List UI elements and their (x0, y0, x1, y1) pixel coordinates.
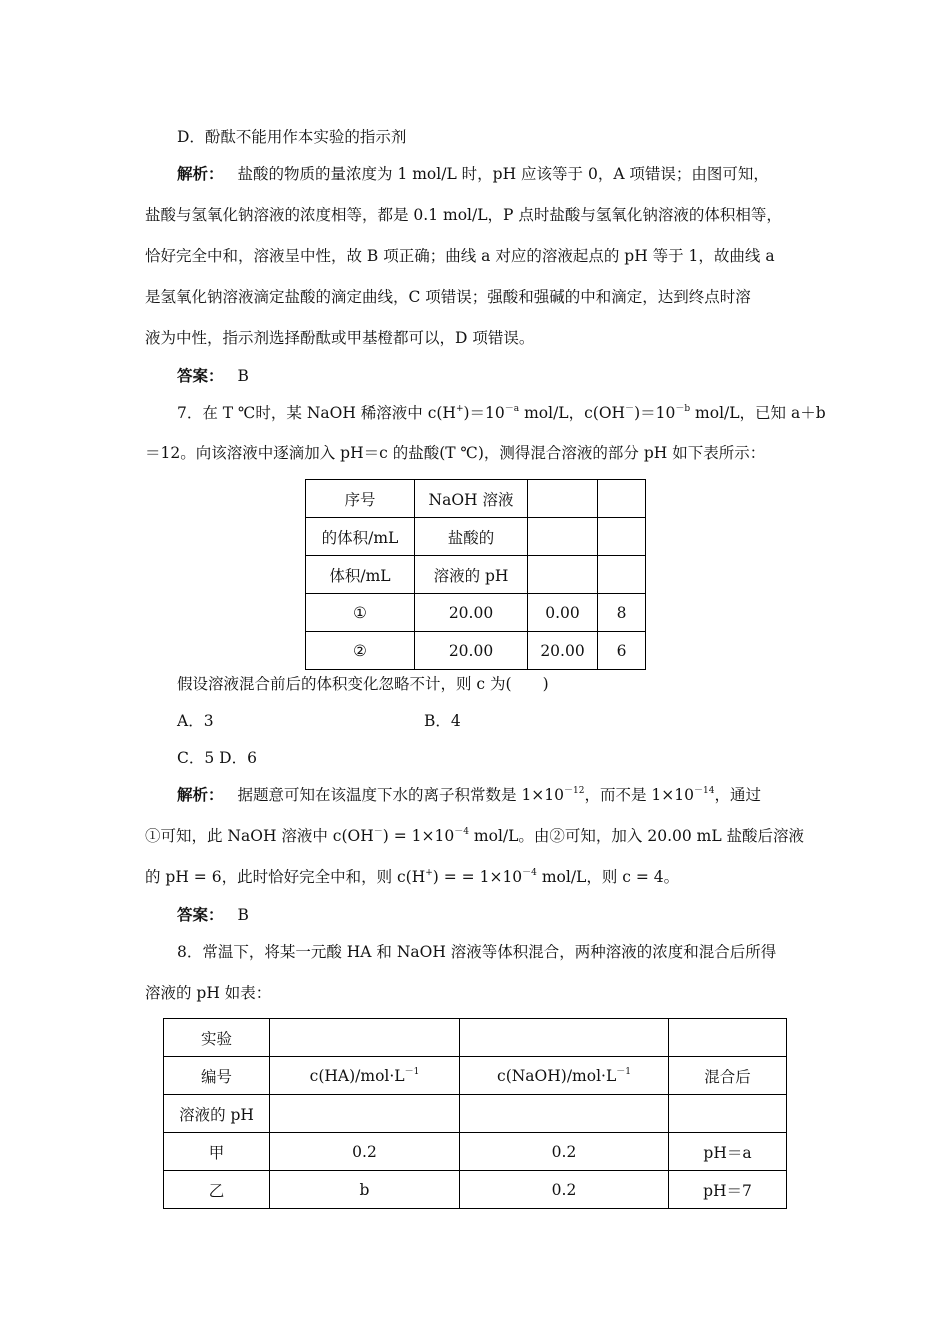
superscript: + (425, 868, 433, 878)
question-7-line-2: ＝12。向该溶液中逐滴加入 pH＝c 的盐酸(T ℃)，测得混合溶液的部分 pH 如下表所示： (145, 444, 766, 462)
analysis-6-line-2: 盐酸与氢氧化钠溶液的浓度相等，都是 0.1 mol/L，P 点时盐酸与氢氧化钠溶液的体积相等， (145, 206, 782, 224)
table-cell: 盐酸的 (415, 518, 528, 556)
answer-7 (177, 904, 249, 926)
table-cell (270, 1057, 460, 1095)
question-8-line-2: 溶液的 pH 如表： (145, 984, 272, 1002)
table-cell (598, 518, 646, 556)
table-cell: 甲 (164, 1133, 270, 1171)
text: ) = = 1×10 (432, 868, 523, 886)
table-cell: 编号 (164, 1057, 270, 1095)
table-row (164, 1133, 787, 1171)
table-cell: ① (306, 594, 415, 632)
superscript: + (455, 404, 464, 414)
table-cell: 0.2 (460, 1171, 669, 1209)
table-row (306, 480, 646, 518)
superscript: －12 (564, 786, 585, 796)
option-c-d: C．5 D．6 (177, 749, 257, 767)
table-cell: 20.00 (528, 632, 598, 670)
table-cell: 20.00 (415, 594, 528, 632)
text: ，通过 (714, 786, 761, 804)
superscript: －1 (616, 1066, 631, 1077)
superscript: － (373, 827, 383, 837)
table-cell: 乙 (164, 1171, 270, 1209)
table-row (164, 1171, 787, 1209)
analysis-7-line-2 (145, 825, 804, 847)
text: ①可知，此 NaOH 溶液中 c(OH (145, 827, 374, 845)
table-cell: 6 (598, 632, 646, 670)
analysis-6-line-3: 恰好完全中和，溶液呈中性，故 B 项正确；曲线 a 对应的溶液起点的 pH 等于 1，故曲线 a (145, 247, 775, 265)
table-row (164, 1019, 787, 1057)
table-cell: 溶液的 pH (415, 556, 528, 594)
text: ，而不是 1×10 (584, 786, 694, 804)
analysis-text: 盐酸的物质的量浓度为 1 mol/L 时，pH 应该等于 0，A 项错误；由图可知， (237, 165, 769, 183)
text: mol/L，则 c = 4。 (536, 868, 680, 886)
table-cell (528, 480, 598, 518)
table-row (306, 632, 646, 670)
text: )＝10 (634, 404, 676, 422)
table-cell (270, 1019, 460, 1057)
table-row (164, 1057, 787, 1095)
table-cell: pH＝7 (669, 1171, 787, 1209)
table-cell: NaOH 溶液 (415, 480, 528, 518)
table-cell: 混合后 (669, 1057, 787, 1095)
analysis-7-line-1 (177, 784, 761, 806)
superscript: －b (675, 404, 691, 414)
text: ) = 1×10 (382, 827, 455, 845)
table-cell: 的体积/mL (306, 518, 415, 556)
option-d: D．酚酞不能用作本实验的指示剂 (177, 128, 407, 146)
table-cell: 0.2 (270, 1133, 460, 1171)
table-cell: 0.2 (460, 1133, 669, 1171)
table-cell: b (270, 1171, 460, 1209)
answer-value: B (237, 906, 249, 924)
table-row (306, 594, 646, 632)
table-cell: pH＝a (669, 1133, 787, 1171)
superscript: －1 (404, 1066, 420, 1077)
text: mol/L，已知 a＋b (690, 404, 826, 422)
table-cell (598, 480, 646, 518)
table-cell (460, 1095, 669, 1133)
question-7-prompt: 假设溶液混合前后的体积变化忽略不计，则 c 为( ) (177, 675, 549, 693)
analysis-6-line-5: 液为中性，指示剂选择酚酞或甲基橙都可以，D 项错误。 (145, 329, 535, 347)
option-b: B．4 (424, 712, 461, 730)
cell-text: c(NaOH)/mol·L (497, 1066, 617, 1085)
table-cell: 体积/mL (306, 556, 415, 594)
text: mol/L，c(OH (519, 404, 626, 422)
table-cell: 实验 (164, 1019, 270, 1057)
analysis-6-line-1 (177, 163, 769, 185)
ph-table-2 (163, 1018, 787, 1209)
cell-text: c(HA)/mol·L (309, 1066, 405, 1085)
text: 7．在 T ℃时，某 NaOH 稀溶液中 c(H (177, 404, 456, 422)
superscript: －4 (454, 827, 469, 837)
table-cell: 序号 (306, 480, 415, 518)
table-cell (669, 1095, 787, 1133)
table-cell (460, 1019, 669, 1057)
text: 据题意可知在该温度下水的离子积常数是 1×10 (237, 786, 565, 804)
superscript: －14 (693, 786, 715, 796)
answer-6 (177, 365, 249, 387)
table-cell (528, 518, 598, 556)
table-cell (528, 556, 598, 594)
table-cell: 0.00 (528, 594, 598, 632)
analysis-6-line-4: 是氢氧化钠溶液滴定盐酸的滴定曲线，C 项错误；强酸和强碱的中和滴定，达到终点时溶 (145, 288, 751, 306)
superscript: －4 (522, 868, 537, 878)
table-cell: ② (306, 632, 415, 670)
table-cell (669, 1019, 787, 1057)
question-8-line-1: 8．常温下，将某一元酸 HA 和 NaOH 溶液等体积混合，两种溶液的浓度和混合后所得 (177, 943, 777, 961)
table-row (306, 518, 646, 556)
analysis-7-line-3 (145, 866, 679, 888)
table-cell: 20.00 (415, 632, 528, 670)
analysis-label: 解析： (177, 785, 224, 804)
table-row (306, 556, 646, 594)
text: )＝10 (463, 404, 505, 422)
answer-label: 答案： (177, 905, 224, 924)
superscript: －a (504, 404, 520, 414)
analysis-label: 解析： (177, 164, 224, 183)
text: mol/L。由②可知，加入 20.00 mL 盐酸后溶液 (468, 827, 805, 845)
answer-label: 答案： (177, 366, 224, 385)
table-row (164, 1095, 787, 1133)
ph-table-1 (305, 479, 646, 670)
table-cell: 溶液的 pH (164, 1095, 270, 1133)
superscript: － (625, 404, 635, 414)
table-cell: 8 (598, 594, 646, 632)
option-a: A．3 (177, 712, 214, 730)
table-cell (270, 1095, 460, 1133)
table-cell (598, 556, 646, 594)
answer-value: B (237, 367, 249, 385)
table-cell (460, 1057, 669, 1095)
question-7-line-1 (177, 402, 826, 424)
text: 的 pH = 6，此时恰好完全中和，则 c(H (145, 868, 426, 886)
